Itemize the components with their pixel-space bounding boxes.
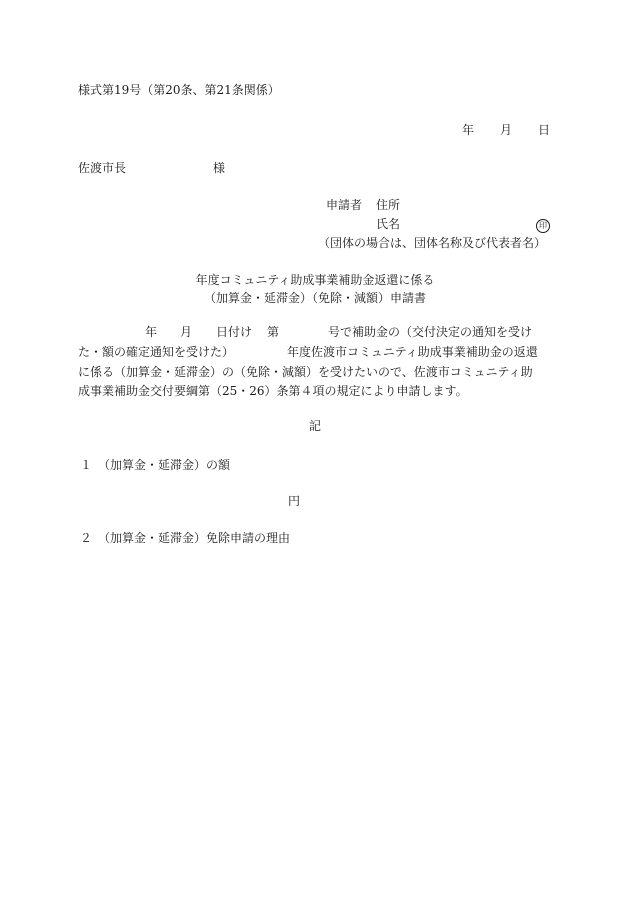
item-1-number: １ bbox=[80, 458, 93, 472]
body-line2-b: 年度佐渡市コミュニティ助成事業補助金の返還 bbox=[287, 345, 538, 359]
date-year-label: 年 bbox=[462, 123, 475, 137]
applicant-address-label: 住所 bbox=[376, 198, 401, 212]
date-month-label: 月 bbox=[500, 123, 513, 137]
applicant-name-label: 氏名 bbox=[376, 217, 401, 231]
addressee-honorific: 様 bbox=[213, 161, 226, 175]
form-number: 様式第19号（第20条、第21条関係） bbox=[78, 83, 280, 97]
applicant-note: （団体の場合は、団体名称及び代表者名） bbox=[318, 236, 547, 250]
date-day-label: 日 bbox=[538, 123, 551, 137]
body-line1-date: 日付け bbox=[216, 325, 253, 339]
applicant-seal bbox=[536, 216, 550, 233]
item-2-number: ２ bbox=[80, 531, 93, 545]
item-1-unit: 円 bbox=[288, 494, 301, 508]
document-title-line1: 年度コミュニティ助成事業補助金返還に係る bbox=[195, 273, 435, 287]
item-1-text: （加算金・延滞金）の額 bbox=[98, 458, 231, 472]
body-line1-rest: 号で補助金の（交付決定の通知を受け bbox=[328, 325, 533, 339]
document-title-line2: （加算金・延滞金）（免除・減額）申請書 bbox=[203, 291, 426, 305]
ki-heading: 記 bbox=[308, 419, 321, 433]
body-line3: に係る（加算金・延滞金）の（免除・減額）を受けたいので、佐渡市コミュニティ助 bbox=[78, 365, 533, 379]
seal-icon: 印 bbox=[536, 219, 550, 233]
body-line4: 成事業補助金交付要綱第（25・26）条第４項の規定により申請します。 bbox=[78, 384, 468, 398]
item-2-text: （加算金・延滞金）免除申請の理由 bbox=[98, 531, 291, 545]
addressee-name: 佐渡市長 bbox=[78, 161, 127, 175]
body-line1-month: 月 bbox=[180, 325, 193, 339]
body-line2-a: た・額の確定通知を受けた） bbox=[78, 345, 235, 359]
body-line1-year: 年 bbox=[145, 325, 158, 339]
applicant-label: 申請者 bbox=[326, 198, 363, 212]
body-line1-no: 第 bbox=[267, 325, 280, 339]
